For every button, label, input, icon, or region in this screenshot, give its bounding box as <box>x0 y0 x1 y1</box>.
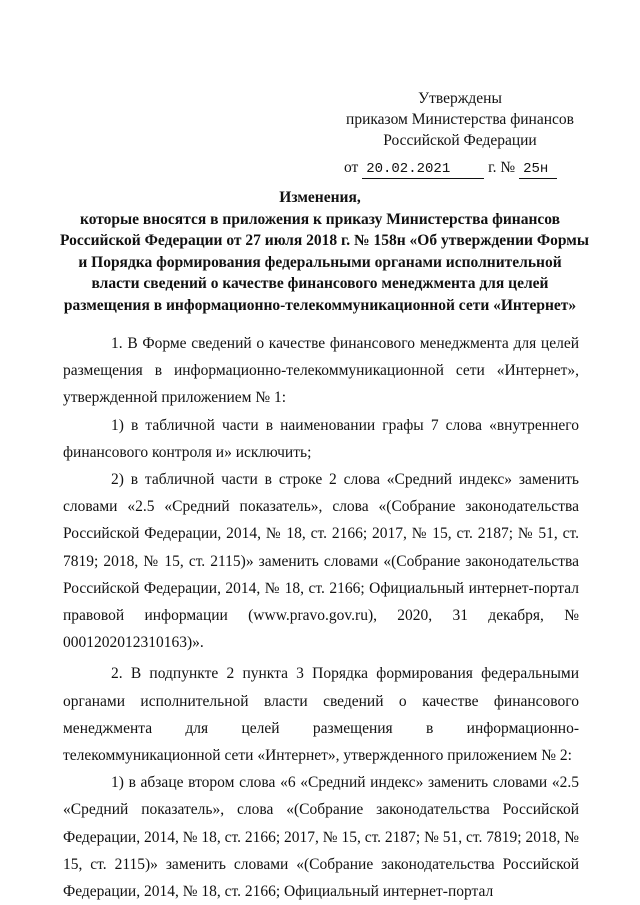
paragraph-1-1: 1) в табличной части в наименовании графы 7 слова «внутреннего финансового контроля и» исключить; <box>63 416 579 461</box>
approval-issuer: приказом Министерства финансов <box>346 111 574 128</box>
heading-line: Российской Федерации от 27 июля 2018 г. № 158н «Об утверждении Формы <box>60 232 589 249</box>
paragraph-2-1: 1) в абзаце втором слова «6 «Средний индекс» заменить словами «2.5 «Средний показатель», слова «(Собрание законодательства Российской Федерации, 2014, № 18, ст. 2166; 2017, № 15, ст. 2187; № 51, ст. 7819; 2018, № 15, ст. 2115)» заменить словами «(Собрание законодательства Российской Федерации, 2014, № 18, ст. 2166; Официальный интернет-портал <box>63 774 579 901</box>
approval-date-line <box>330 157 590 179</box>
year-number-label: г. № <box>488 159 516 176</box>
date-prefix: от <box>344 159 359 176</box>
order-number: 25н <box>519 161 557 179</box>
order-date: 20.02.2021 <box>362 161 484 179</box>
approval-block <box>330 88 590 179</box>
document-heading <box>60 187 589 316</box>
paragraph-1-2: 2) в табличной части в строке 2 слова «Средний индекс» заменить словами «2.5 «Средний показатель», слова «(Собрание законодательства Российской Федерации, 2014, № 18, ст. 2166; 2017, № 15, ст. 2187; № 51, ст. 7819; 2018, № 15, ст. 2115)» заменить словами «(Собрание законодательства Российской Федерации, 2014, № 18, ст. 2166; Официальный интернет-портал правовой информации (www.pravo.gov.ru), 2020, 31 декабря, № 0001202012310163)». <box>63 471 579 652</box>
heading-title: Изменения, <box>279 189 361 206</box>
heading-line: размещения в информационно-телекоммуникационной сети «Интернет» <box>63 296 577 314</box>
approval-title: Утверждены <box>418 90 502 107</box>
heading-line: и Порядка формирования федеральными органами исполнительной <box>78 253 562 271</box>
paragraph-2: 2. В подпункте 2 пункта 3 Порядка формирования федеральными органами исполнительной власти сведений о качестве финансового менеджмента для целей размещения в информационно-телекоммуникационной сети «Интернет», утвержденного приложением № 2: <box>63 665 579 765</box>
document-body <box>63 330 579 905</box>
paragraph-1: 1. В Форме сведений о качестве финансового менеджмента для целей размещения в информационно-телекоммуникационной сети «Интернет», утвержденной приложением № 1: <box>63 335 579 407</box>
heading-line: которые вносятся в приложения к приказу Министерства финансов <box>79 210 561 228</box>
approval-country: Российской Федерации <box>383 132 537 149</box>
heading-line: власти сведений о качестве финансового менеджмента для целей <box>91 275 549 292</box>
